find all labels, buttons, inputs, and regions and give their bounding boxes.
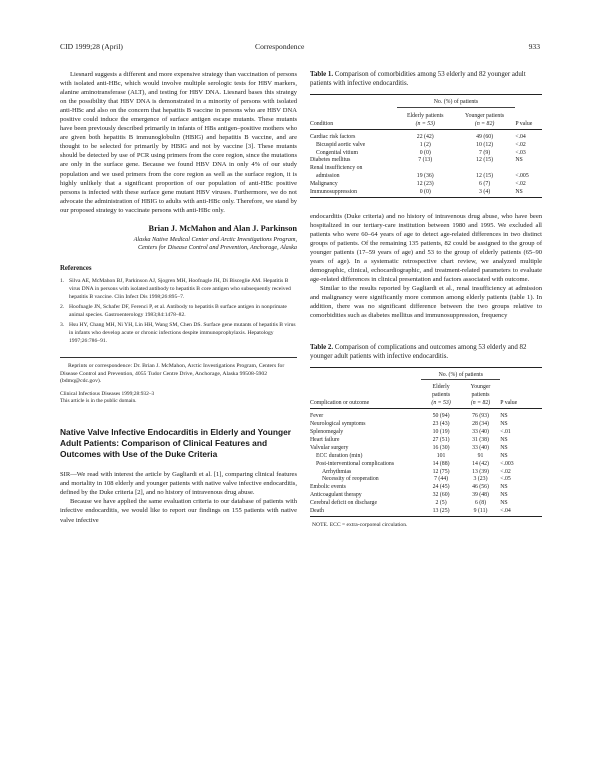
cell-younger: 76 (93) (472, 413, 489, 420)
table-label: Table 2. (310, 343, 334, 351)
table-row (310, 508, 542, 516)
col-header-elderly: patients (432, 392, 451, 399)
col-header-condition: Complication or outcome (310, 400, 370, 407)
cell-elderly: 7 (13) (418, 157, 433, 164)
page-number: 933 (528, 42, 540, 51)
row-label: Splenomegaly (310, 428, 344, 435)
row-label: Cardiac risk factors (310, 133, 356, 140)
cell-p-value: NS (500, 436, 508, 443)
row-label: Immunosuppression (310, 189, 358, 196)
cell-p-value: NS (500, 444, 508, 451)
table-header-row (310, 121, 542, 129)
cell-elderly: 24 (45) (432, 484, 450, 491)
col-header-elderly-n: (n = 53) (431, 400, 451, 407)
cell-younger: 49 (60) (476, 133, 494, 140)
cell-elderly: 14 (88) (432, 460, 450, 467)
cell-p-value: <.02 (500, 468, 511, 475)
cell-p-value: <.02 (515, 141, 526, 148)
author-affiliation (60, 236, 297, 253)
table-label: Table 1. (310, 71, 334, 78)
cell-elderly: 27 (51) (432, 436, 450, 443)
cell-elderly: 19 (36) (416, 173, 434, 180)
table-header-row (310, 107, 542, 120)
reference-text: Hsu HY, Chang MH, Ni YH, Lin HH, Wang SM, Chen DS. Surface gene mutants of hepatitis B virus in infants who develop acute or chronic infections despite immunoprophylaxis. Hepatology 1997;26:786–91. (69, 322, 296, 344)
reference-item (60, 304, 297, 319)
table-note: NOTE. ECC = extra-corporeal circulation. (312, 521, 408, 528)
row-label: admission (316, 173, 340, 180)
correspondence-note: Reprints or correspondence: Dr. Brian J. McMahon, Arctic Investigations Program, Centers for Disease Control and Prevention, 4055 Tudor Centre Drive, Anchorage, Alaska 99508-5902 (bdmq@cdc.gov). (60, 363, 285, 385)
public-domain-note: This article is in the public domain. (60, 397, 137, 404)
cell-younger: 6 (7) (479, 181, 491, 188)
cell-p-value: <.04 (500, 508, 511, 515)
cell-elderly: 101 (436, 452, 446, 459)
cell-younger: 3 (23) (473, 476, 488, 483)
running-header (60, 42, 540, 54)
row-label: Congenital vitium (316, 149, 359, 156)
table-caption (310, 343, 542, 361)
cell-younger: 9 (11) (473, 508, 488, 515)
table-2 (310, 343, 542, 528)
journal-line: Clinical Infectious Diseases 1999;28:932–3 (60, 390, 155, 397)
reference-item (60, 278, 297, 301)
cell-elderly: 22 (42) (416, 133, 434, 140)
cell-younger: 10 (12) (476, 141, 494, 148)
row-label: Necessity of reoperation (322, 476, 379, 483)
row-label: Cerebral deficit on discharge (310, 500, 378, 507)
table-header-row (310, 400, 542, 408)
col-header-p: P value (500, 400, 518, 407)
affiliation-line: Centers for Disease Control and Prevention, Anchorage, Alaska (138, 244, 297, 252)
body-paragraph: Similar to the results reported by Gagliardi et al., renal insufficiency at admission and malignancy were significantly more common among elderly patients (table 1). In addition, there was no significant difference between the two groups relative to comorbidities such as diabetes mellitus and immunosuppression, frequency (310, 285, 542, 320)
cell-p-value: <.04 (515, 133, 526, 140)
table-row (310, 429, 542, 437)
row-label: Valvular surgery (310, 444, 349, 451)
col-header-elderly: Elderly (432, 384, 450, 391)
col-header-p: P value (515, 120, 533, 127)
article-paragraph: SIR—We read with interest the article by Gagliardi et al. [1], comparing clinical features and mortality in 108 elderly and younger patients with native valve infective endocarditis, defined by the Duke criteria [2], and no history of intravenous drug abuse. (60, 471, 297, 497)
table-row (310, 484, 542, 492)
row-label: Diabetes mellitus (310, 157, 351, 164)
col-header-elderly-n: (n = 53) (415, 120, 435, 127)
complications-table (310, 367, 542, 518)
cell-younger: 31 (38) (472, 436, 489, 443)
table-header-row (310, 392, 542, 400)
cell-elderly: 32 (60) (432, 492, 450, 499)
cell-p-value (515, 165, 542, 173)
cell-elderly: 1 (2) (419, 141, 431, 148)
article-title: Native Valve Infective Endocarditis in Elderly and Younger Adult Patients: Comparison of Clinical Features and Outcomes with Use of the Duke Criteria (60, 427, 292, 460)
table-header-row (310, 367, 542, 380)
table-row (310, 437, 542, 445)
cell-p-value: <.02 (515, 181, 526, 188)
reference-number: 2. (60, 304, 65, 311)
table-row (310, 189, 542, 197)
cell-elderly: 10 (19) (432, 428, 450, 435)
cell-younger: 14 (42) (472, 460, 489, 467)
cell-p-value: NS (500, 421, 508, 428)
row-label: Post-interventional complications (316, 460, 395, 467)
table-caption (310, 70, 542, 88)
row-label: ECC duration (min) (316, 452, 363, 459)
reference-number: 3. (60, 322, 65, 329)
cell-p-value: <.01 (500, 428, 511, 435)
cell-elderly: 23 (43) (432, 421, 450, 428)
table-row (310, 142, 542, 150)
footnote-divider (60, 357, 297, 358)
row-label: Malignancy (310, 181, 338, 188)
table-body (310, 413, 542, 516)
reference-text: Hoofnagle JN, Schafer DF, Ferenci P, et al. Antibody to hepatitis B surface antigen in nonprimate animal species. Gastroenterology 1983;84:1478–82. (69, 304, 287, 318)
table-row (310, 413, 542, 421)
col-header-younger: Younger patients (465, 112, 505, 119)
group-header: No. (%) of patients (421, 367, 500, 380)
cell-p-value: NS (500, 492, 508, 499)
row-label: Neurological symptoms (310, 421, 366, 428)
col-header-elderly: Elderly patients (406, 112, 444, 119)
table-1 (310, 70, 542, 199)
cell-elderly: 0 (0) (419, 149, 431, 156)
cell-younger: 46 (56) (472, 484, 489, 491)
reference-item (60, 322, 297, 345)
table-row (310, 500, 542, 508)
cell-elderly: 12 (75) (432, 468, 450, 475)
section-title: Correspondence (255, 42, 305, 51)
table-caption-text: Comparison of comorbidities among 53 elderly and 82 younger adult patients with infective endocarditis. (310, 71, 526, 87)
cell-p-value: <.05 (500, 476, 511, 483)
references-heading: References (60, 265, 92, 273)
table-row (310, 461, 542, 469)
table-row (310, 476, 542, 484)
cell-elderly: 0 (0) (419, 189, 431, 196)
cell-younger: 6 (8) (474, 500, 487, 507)
row-label: Bicuspid aortic valve (316, 141, 366, 148)
cell-p-value: NS (515, 189, 523, 196)
journal-citation: CID 1999;28 (April) (60, 42, 123, 51)
cell-elderly: 7 (44) (434, 476, 449, 483)
left-column (60, 70, 297, 525)
row-label: Death (310, 508, 324, 515)
author-signature: Brian J. McMahon and Alan J. Parkinson (148, 223, 297, 233)
table-header-row (310, 380, 542, 392)
col-header-younger: patients (471, 392, 490, 399)
group-header: No. (%) of patients (397, 95, 516, 108)
cell-p-value: NS (500, 500, 508, 507)
affiliation-line: Alaska Native Medical Center and Arctic Investigations Program, (133, 235, 297, 243)
col-header-younger-n: (n = 82) (474, 120, 495, 127)
article-paragraph: Because we have applied the same evaluation criteria to our database of patients with infective endocarditis, we would like to report our findings on 155 patients with native valve infective (60, 498, 297, 524)
reference-number: 1. (60, 278, 65, 285)
cell-p-value: NS (515, 157, 523, 164)
cell-elderly: 2 (5) (435, 500, 447, 507)
table-caption-text: Comparison of complications and outcomes among 53 elderly and 82 younger adult patients with infective endocarditis. (310, 343, 527, 360)
cell-elderly: 12 (23) (416, 181, 434, 188)
cell-p-value: <.03 (515, 149, 526, 156)
cell-younger: 28 (34) (472, 421, 489, 428)
cell-younger: 7 (9) (479, 149, 491, 156)
cell-younger: 91 (477, 452, 484, 459)
table-row (310, 445, 542, 453)
table-row (310, 453, 542, 461)
comorbidities-table (310, 94, 542, 199)
row-label: Anticoagulant therapy (310, 492, 362, 499)
right-column (310, 70, 542, 528)
table-row (310, 421, 542, 429)
cell-elderly: 50 (94) (432, 413, 450, 420)
cell-p-value: NS (500, 484, 508, 491)
cell-younger: 33 (40) (472, 444, 489, 451)
col-header-condition: Condition (310, 120, 334, 127)
row-label: Fever (310, 413, 324, 420)
table-row (310, 173, 542, 181)
col-header-younger: Younger (470, 384, 491, 391)
cell-younger: 12 (15) (476, 157, 494, 164)
row-label: Embolic events (310, 484, 346, 491)
reference-text: Silva AE, McMahon BJ, Parkinson AJ, Sjogren MH, Hoofnagle JH, Di Bisceglie AM. Hepatitis B virus DNA in persons with isolated antibody to hepatitis B core antigen who subsequently received hepatitis B vaccine. Clin Infect Dis 1998;26:895–7. (69, 278, 291, 300)
cell-younger: 13 (39) (472, 468, 489, 475)
cell-younger: 33 (40) (472, 428, 489, 435)
cell-elderly: 16 (30) (432, 444, 450, 451)
table-row (310, 492, 542, 500)
reference-list (60, 278, 297, 345)
col-header-younger-n: (n = 82) (470, 400, 491, 407)
row-label: Heart failure (310, 436, 340, 443)
row-label: Renal insufficiency on (310, 165, 363, 172)
table-row (310, 134, 542, 142)
cell-younger: 12 (15) (476, 173, 494, 180)
row-label: Arrhythmias (322, 468, 352, 475)
cell-p-value: <.003 (500, 460, 514, 467)
cell-younger: 39 (48) (472, 492, 489, 499)
cell-p-value: NS (500, 452, 508, 459)
cell-younger: 3 (4) (479, 189, 491, 196)
cell-p-value: NS (500, 413, 508, 420)
table-body (310, 134, 542, 198)
table-header-row (310, 95, 542, 108)
cell-p-value: <.005 (515, 173, 529, 180)
cell-elderly: 13 (25) (432, 508, 450, 515)
table-row (310, 181, 542, 189)
body-paragraph: Liesnard suggests a different and more expensive strategy than vaccination of persons with isolated anti-HBc, which would involve multiple serologic tests for HBV markers, alanine aminotransferase (ALT), and testing for HBV DNA. Liesnard bases this strategy on the possibility that HBV DNA is demonstrated in a minority of persons with isolated anti-HBc and also on the concern that hepatitis B vaccine in persons who are HBV DNA positive could induce the emergence of surface antigen escape mutants. These mutants have been previously described primarily in infants of HBs antigen–positive mothers who are given both hepatitis B immunoglobulin (HBIG) and hepatitis B vaccine, and are thought to be selected for primarily by HBIG and not by vaccine [3]. These mutants should be detected by use of PCR using primers from the core region, since the mutations are only in the surface gene. Because we found HBV DNA in only 4% of our study population and we used primers from the core region as well as the surface region, it is highly unlikely that a significant proportion of our population of anti-HBc positive persons is infected with these surface gene mutant HBV viruses. Furthermore, we do not advocate the administration of HBIG to adults with anti-HBc only. Therefore, we stand by our proposed strategy to vaccinate persons with anti-HBc only. (60, 71, 297, 214)
body-paragraph: endocarditis (Duke criteria) and no history of intravenous drug abuse, who have been hospitalized in our tertiary-care institution between 1980 and 1995. We excluded all patients who were 60–64 years of age to detect age-related differences in two distinct groups of patients. Of the remaining 135 patients, 82 could be assigned to the group of younger patients (17–59 years of age) and 53 to the group of elderly patients (65–90 years of age). In a systematic retrospective chart review, we analyzed multiple demographic, clinical, echocardiographic, and treatment-related parameters to evaluate age-related differences in clinical presentation and factors associated with outcome. (310, 212, 542, 284)
